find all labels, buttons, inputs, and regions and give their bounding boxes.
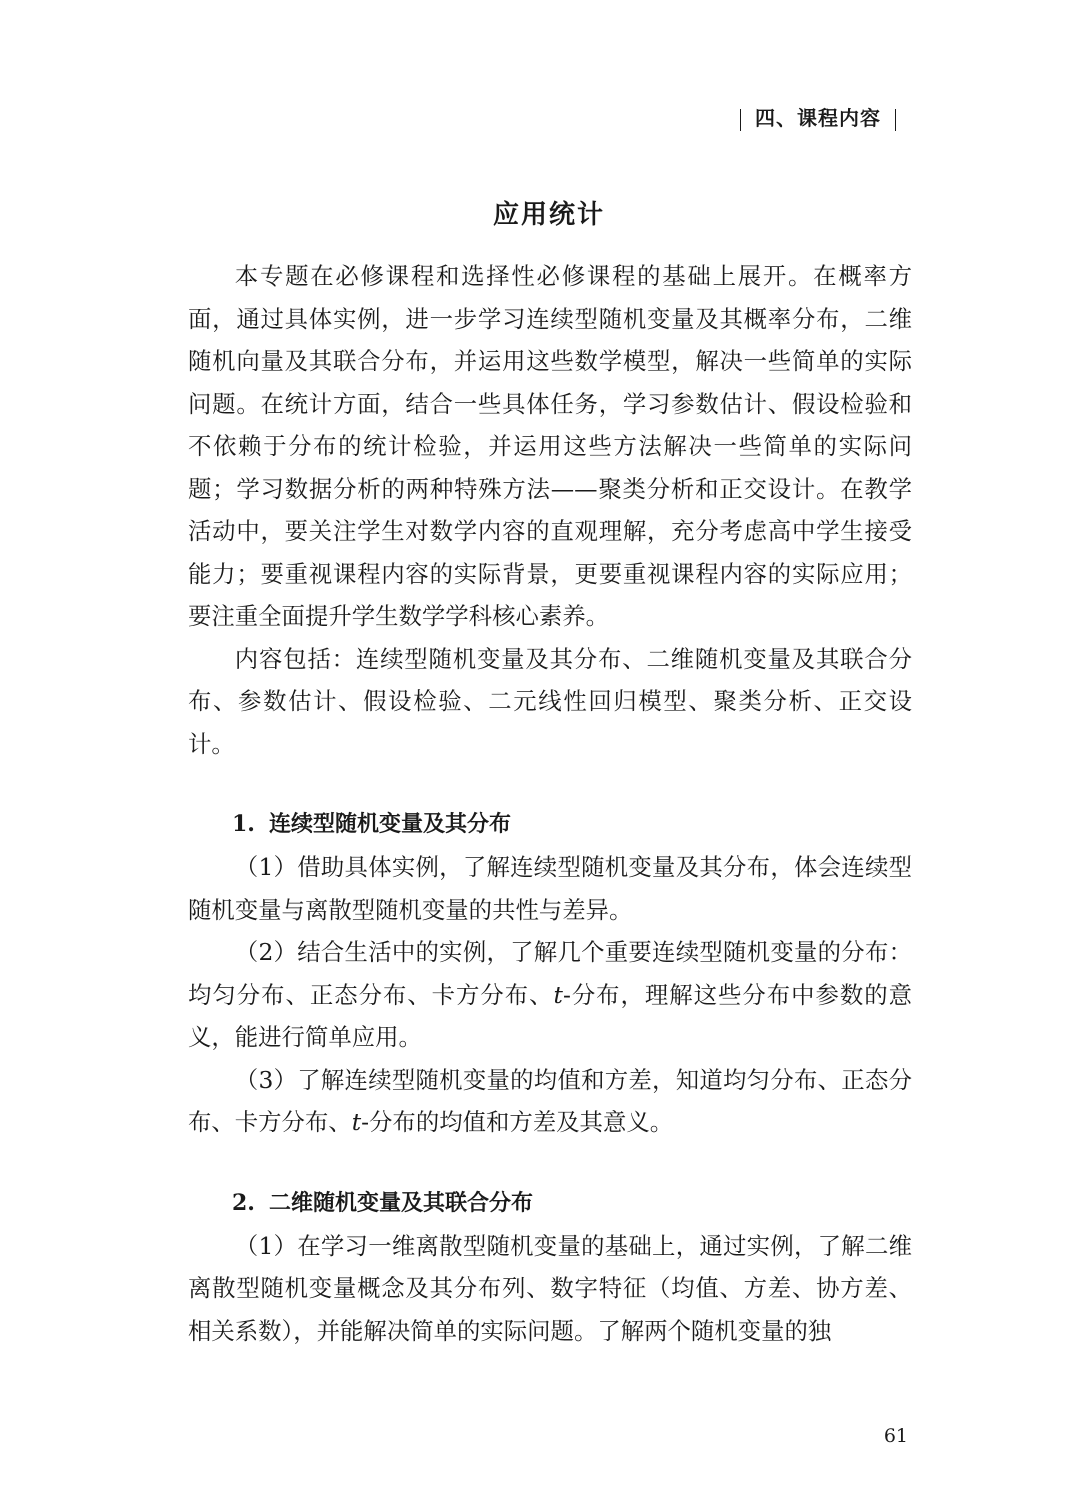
intro-paragraph-2: 内容包括：连续型随机变量及其分布、二维随机变量及其联合分布、参数估计、假设检验、二元线性回归模型、聚类分析、正交设计。 bbox=[188, 644, 912, 758]
subsection-title: 二维随机变量及其联合分布 bbox=[268, 1190, 533, 1216]
subsection-number: 1. bbox=[232, 811, 255, 837]
running-header bbox=[726, 102, 910, 131]
t-symbol: t bbox=[351, 1108, 362, 1136]
section-title: 应用统计 bbox=[492, 200, 605, 230]
body-text bbox=[188, 255, 912, 1352]
subsection-number: 2. bbox=[232, 1189, 255, 1216]
subsection-1-item-1: （1）借助具体实例，了解连续型随机变量及其分布，体会连续型随机变量与离散型随机变量的共性与差异。 bbox=[188, 853, 912, 924]
subsection-heading-2 bbox=[188, 1182, 912, 1225]
subsection-title: 连续型随机变量及其分布 bbox=[268, 812, 511, 837]
header-right-rule bbox=[895, 109, 896, 131]
page-number: 61 bbox=[883, 1425, 908, 1447]
item-text: -分布的均值和方差及其意义。 bbox=[361, 1108, 674, 1136]
item-text: （3）了解连续型随机变量的均值和方差，知道均匀分布、正态分布、卡方分布、 bbox=[188, 1065, 912, 1136]
subsection-heading-1 bbox=[188, 803, 912, 846]
header-left-rule bbox=[740, 109, 741, 131]
subsection-2-item-1: （1）在学习一维离散型随机变量的基础上，通过实例，了解二维离散型随机变量概念及其分布列、数字特征（均值、方差、协方差、相关系数），并能解决简单的实际问题。了解两个随机变量的独 bbox=[188, 1231, 912, 1345]
intro-paragraph-1: 本专题在必修课程和选择性必修课程的基础上展开。在概率方面，通过具体实例，进一步学习连续型随机变量及其概率分布，二维随机向量及其联合分布，并运用这些数学模型，解决一些简单的实际问题。在统计方面，结合一些具体任务，学习参数估计、假设检验和不依赖于分布的统计检验，并运用这些方法解决一些简单的实际问题；学习数据分析的两种特殊方法——聚类分析和正交设计。在教学活动中，要关注学生对数学内容的直观理解，充分考虑高中学生接受能力；要重视课程内容的实际背景，更要重视课程内容的实际应用；要注重全面提升学生数学学科核心素养。 bbox=[188, 262, 912, 630]
subsection-1-item-2 bbox=[188, 931, 912, 1059]
chapter-label: 四、课程内容 bbox=[755, 106, 881, 130]
item-text: （2）结合生活中的实例，了解几个重要连续型随机变量的分布：均匀分布、正态分布、卡方分布、 bbox=[188, 938, 912, 1009]
subsection-1-item-3 bbox=[188, 1059, 912, 1144]
item-text: -分布，理解这些分布中参数的意义，能进行简单应用。 bbox=[188, 980, 912, 1051]
t-symbol: t bbox=[553, 980, 563, 1009]
